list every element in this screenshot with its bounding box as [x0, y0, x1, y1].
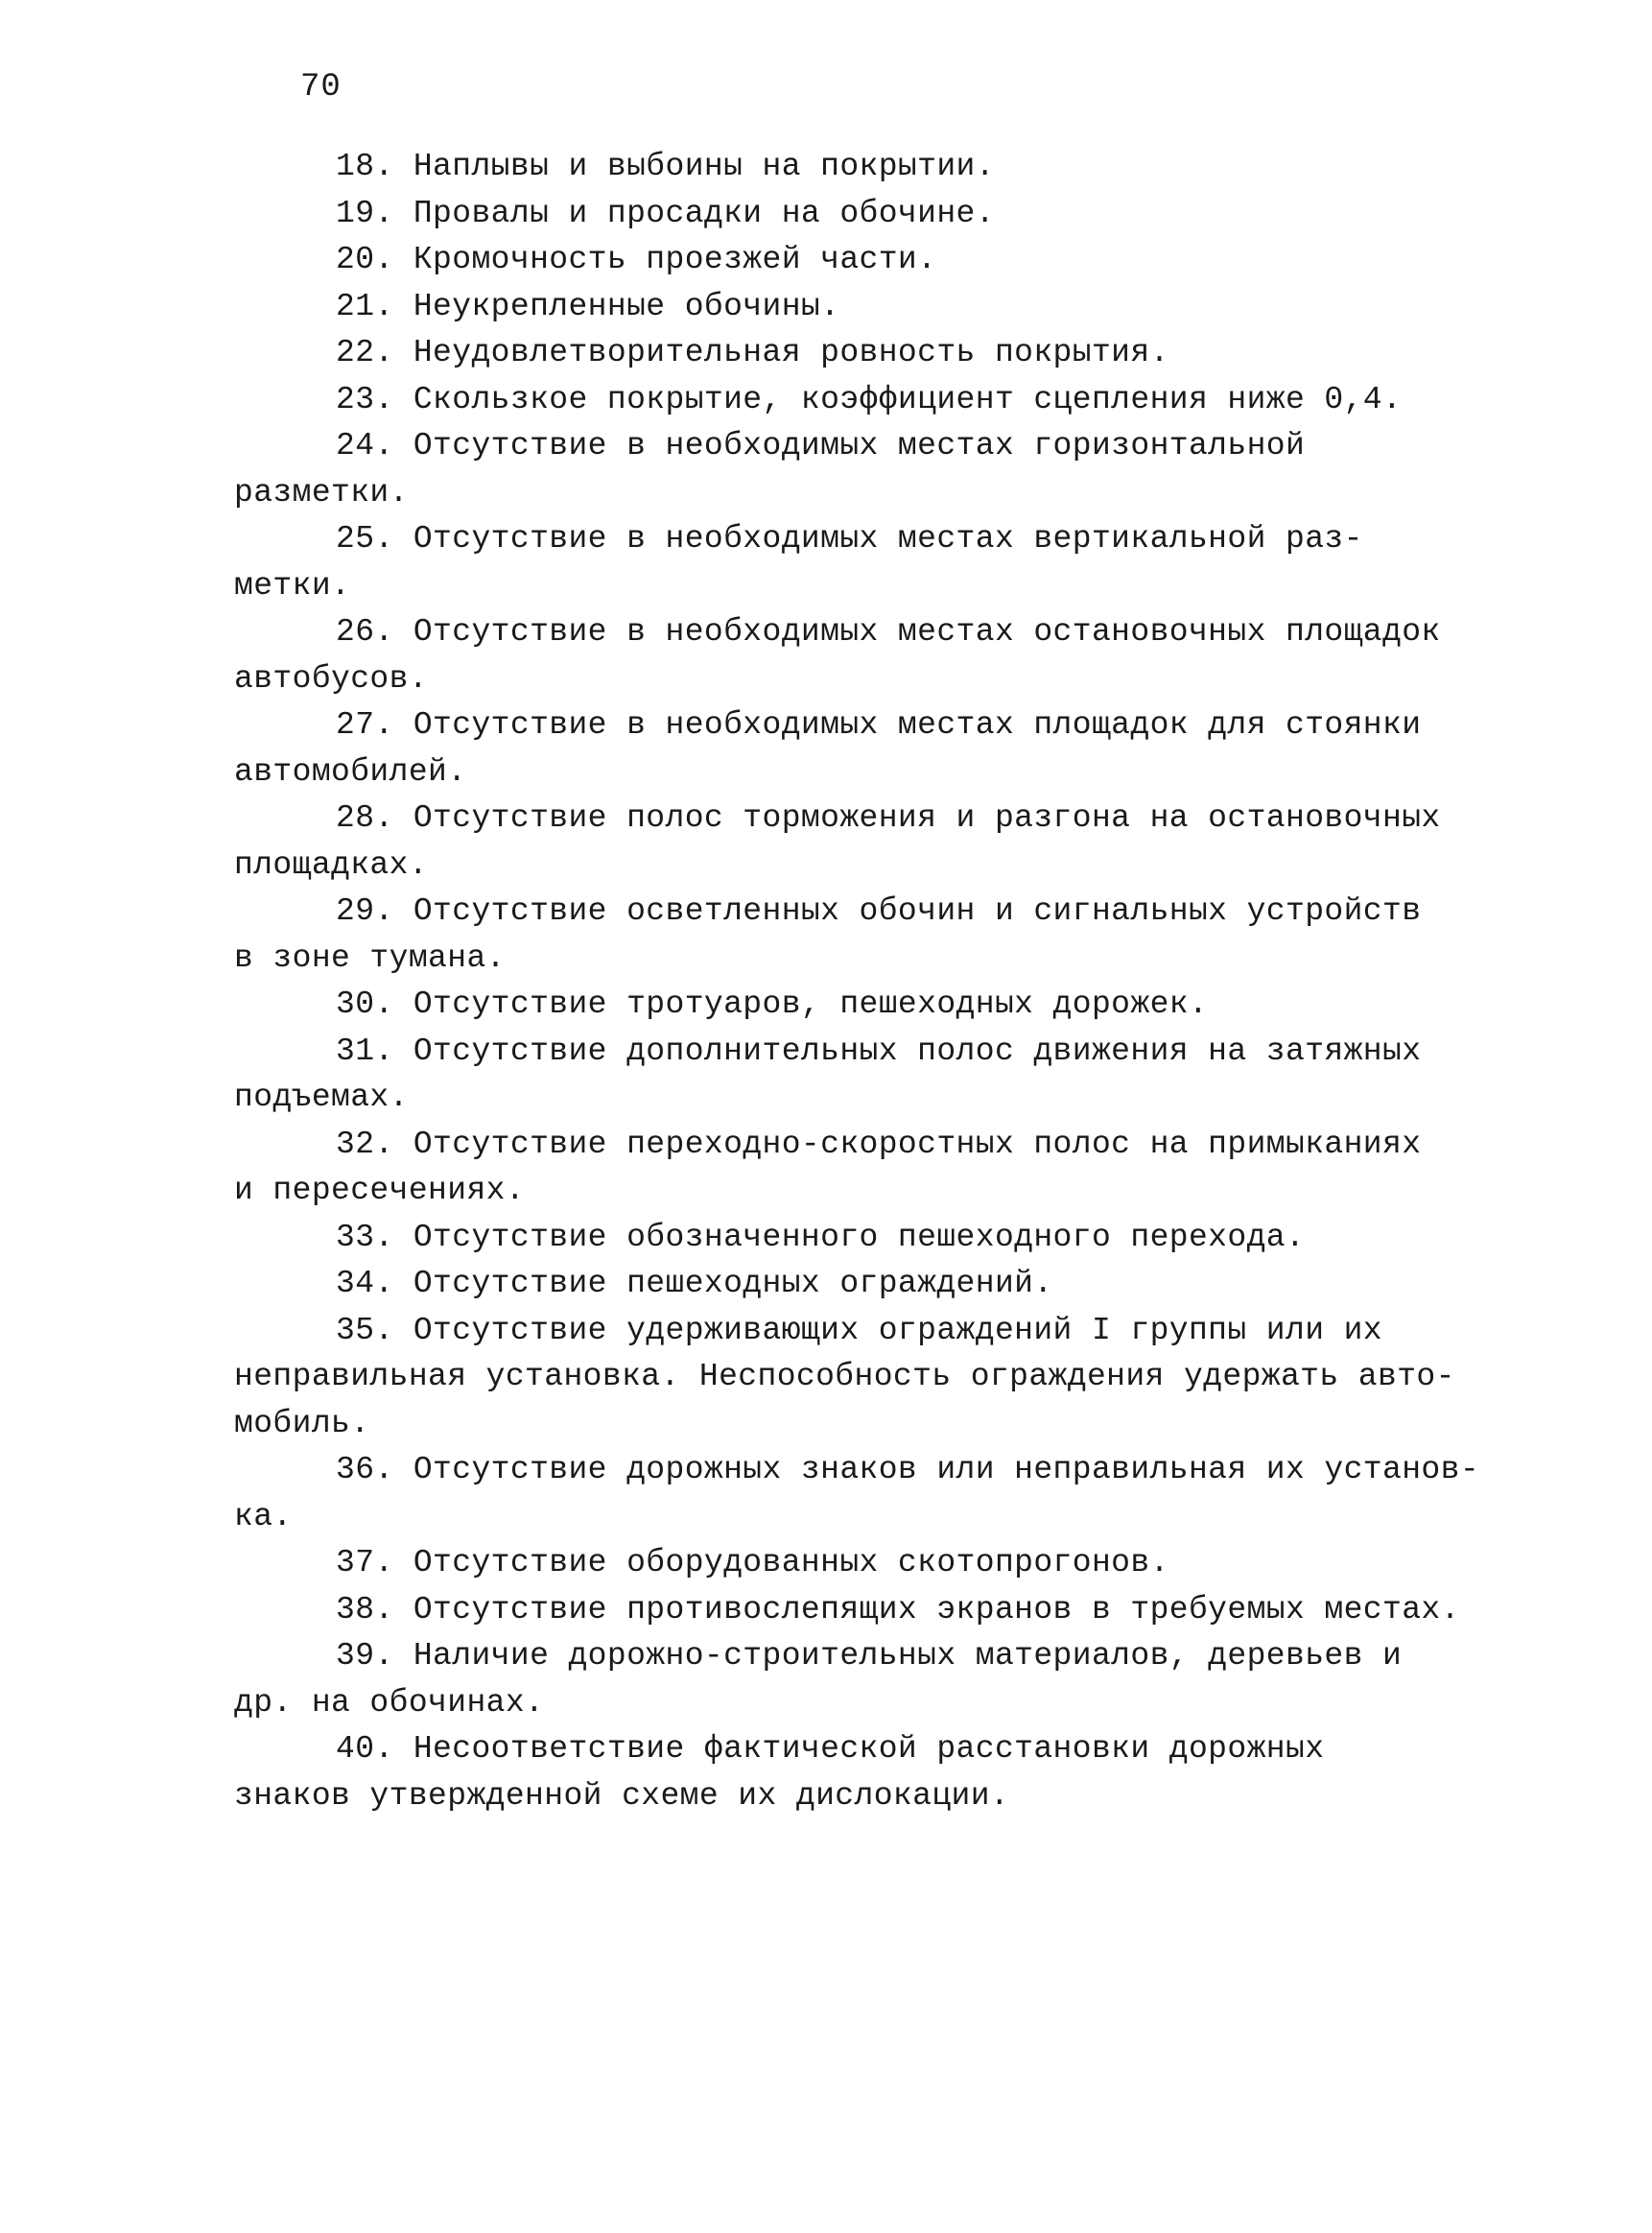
list-item-text: разметки. — [234, 474, 409, 511]
list-item-text: Отсутствие противослепящих экранов в требуемых местах. — [413, 1591, 1460, 1627]
list-item-text: мобиль. — [234, 1405, 370, 1441]
list-item-number: 38. — [336, 1591, 394, 1627]
list-item-continuation-line — [234, 1773, 1500, 1820]
list-item-number: 29. — [336, 893, 394, 929]
list-item-text: Отсутствие осветленных обочин и сигнальных устройств — [413, 893, 1422, 929]
list-item — [234, 237, 1500, 284]
list-item-first-line — [234, 1633, 1500, 1680]
list-item-text: подъемах. — [234, 1080, 409, 1115]
list-item-text: в зоне тумана. — [234, 939, 506, 976]
list-item-number: 31. — [336, 1033, 394, 1069]
list-item — [234, 330, 1500, 377]
list-item-text: Отсутствие тротуаров, пешеходных дорожек. — [413, 986, 1209, 1022]
list-item-first-line — [234, 237, 1500, 284]
numbered-list — [234, 144, 1500, 1819]
list-item-text: автобусов. — [234, 660, 429, 697]
list-item-first-line — [234, 284, 1500, 331]
list-item-first-line — [234, 1215, 1500, 1262]
list-item-first-line — [234, 889, 1500, 936]
list-item-first-line — [234, 1029, 1500, 1076]
list-item-text: метки. — [234, 567, 351, 604]
page-number: 70 — [300, 69, 342, 106]
list-item-first-line — [234, 423, 1500, 470]
list-item-text: Отсутствие в необходимых местах остановочных площадок — [413, 614, 1441, 650]
list-item — [234, 144, 1500, 191]
list-item — [234, 1215, 1500, 1262]
list-item-text: Отсутствие дополнительных полос движения на затяжных — [413, 1033, 1422, 1069]
list-item-text: Отсутствие пешеходных ограждений. — [413, 1266, 1053, 1301]
list-item-text: площадках. — [234, 846, 429, 883]
list-item-first-line — [234, 609, 1500, 656]
list-item-continuation-line — [234, 1354, 1500, 1401]
list-item-number: 28. — [336, 800, 394, 836]
list-item-number: 21. — [336, 288, 394, 324]
list-item-continuation-line — [234, 1075, 1500, 1122]
list-item-number: 33. — [336, 1219, 394, 1255]
list-item — [234, 1029, 1500, 1122]
list-item — [234, 889, 1500, 982]
list-item-text: Неудовлетворительная ровность покрытия. — [413, 335, 1169, 370]
list-item-text: Провалы и просадки на обочине. — [413, 195, 995, 231]
list-item-first-line — [234, 144, 1500, 191]
list-item-text: Отсутствие переходно-скоростных полос на примыканиях — [413, 1126, 1422, 1162]
list-item — [234, 1540, 1500, 1587]
list-item-number: 22. — [336, 335, 394, 370]
list-item-text: Отсутствие удерживающих ограждений I группы или их — [413, 1312, 1383, 1348]
list-item-text: автомобилей. — [234, 753, 467, 790]
list-item — [234, 1587, 1500, 1634]
list-item — [234, 516, 1500, 609]
list-item — [234, 1633, 1500, 1726]
list-item-continuation-line — [234, 656, 1500, 703]
list-item-text: Несоответствие фактической расстановки дорожных — [413, 1731, 1325, 1767]
list-item — [234, 284, 1500, 331]
list-item — [234, 377, 1500, 424]
list-item — [234, 1447, 1500, 1540]
list-item-continuation-line — [234, 843, 1500, 890]
list-item-first-line — [234, 702, 1500, 749]
list-item-number: 34. — [336, 1266, 394, 1301]
list-item-text: Отсутствие в необходимых местах вертикальной раз- — [413, 521, 1363, 557]
list-item-first-line — [234, 1122, 1500, 1169]
list-item-continuation-line — [234, 1494, 1500, 1541]
list-item-text: Скользкое покрытие, коэффициент сцепления ниже 0,4. — [413, 381, 1403, 417]
list-item — [234, 1308, 1500, 1448]
list-item-number: 20. — [336, 242, 394, 277]
list-item-number: 24. — [336, 428, 394, 463]
list-item-first-line — [234, 982, 1500, 1029]
list-item-first-line — [234, 377, 1500, 424]
list-item-continuation-line — [234, 1401, 1500, 1448]
list-item — [234, 1726, 1500, 1819]
list-item — [234, 1261, 1500, 1308]
list-item-number: 18. — [336, 149, 394, 184]
list-item-text: Наличие дорожно-строительных материалов, деревьев и — [413, 1638, 1403, 1674]
list-item-text: и пересечениях. — [234, 1173, 526, 1208]
list-item-text: Отсутствие полос торможения и разгона на остановочных — [413, 800, 1441, 836]
list-item-text: Отсутствие дорожных знаков или неправильная их установ- — [413, 1452, 1480, 1487]
list-item-text: Неукрепленные обочины. — [413, 288, 840, 324]
list-item-first-line — [234, 1447, 1500, 1494]
list-item-number: 37. — [336, 1545, 394, 1580]
list-item — [234, 702, 1500, 796]
list-item-text: Отсутствие в необходимых местах горизонтальной — [413, 428, 1306, 463]
list-item-first-line — [234, 191, 1500, 238]
list-item-text: Отсутствие обозначенного пешеходного перехода. — [413, 1219, 1306, 1255]
list-item-text: ка. — [234, 1498, 293, 1534]
list-item-first-line — [234, 1261, 1500, 1308]
list-item — [234, 423, 1500, 516]
list-item-number: 35. — [336, 1312, 394, 1348]
list-item — [234, 191, 1500, 238]
list-item — [234, 796, 1500, 889]
list-item-text: неправильная установка. Неспособность ограждения удержать авто- — [234, 1359, 1455, 1394]
list-item-number: 30. — [336, 986, 394, 1022]
list-item-number: 26. — [336, 614, 394, 650]
list-item-number: 39. — [336, 1638, 394, 1674]
list-item-text: Отсутствие в необходимых местах площадок для стоянки — [413, 707, 1422, 743]
list-item-number: 36. — [336, 1452, 394, 1487]
list-item-first-line — [234, 1308, 1500, 1355]
list-item — [234, 609, 1500, 702]
list-item-number: 23. — [336, 381, 394, 417]
list-item-first-line — [234, 1587, 1500, 1634]
list-item-text: Кромочность проезжей части. — [413, 242, 937, 277]
list-item — [234, 982, 1500, 1029]
list-item-continuation-line — [234, 1168, 1500, 1215]
list-item-continuation-line — [234, 563, 1500, 610]
list-item-continuation-line — [234, 749, 1500, 796]
list-item — [234, 1122, 1500, 1215]
list-item-first-line — [234, 330, 1500, 377]
list-item-number: 40. — [336, 1731, 394, 1767]
list-item-text: др. на обочинах. — [234, 1684, 545, 1721]
list-item-first-line — [234, 796, 1500, 843]
list-item-continuation-line — [234, 470, 1500, 517]
list-item-text: знаков утвержденной схеме их дислокации. — [234, 1777, 1010, 1814]
list-item-first-line — [234, 1726, 1500, 1773]
list-item-number: 19. — [336, 195, 394, 231]
list-item-continuation-line — [234, 1680, 1500, 1727]
list-item-number: 25. — [336, 521, 394, 557]
list-item-first-line — [234, 1540, 1500, 1587]
list-item-first-line — [234, 516, 1500, 563]
list-item-number: 32. — [336, 1126, 394, 1162]
list-item-number: 27. — [336, 707, 394, 743]
list-item-continuation-line — [234, 936, 1500, 983]
list-item-text: Отсутствие оборудованных скотопрогонов. — [413, 1545, 1169, 1580]
list-item-text: Наплывы и выбоины на покрытии. — [413, 149, 995, 184]
